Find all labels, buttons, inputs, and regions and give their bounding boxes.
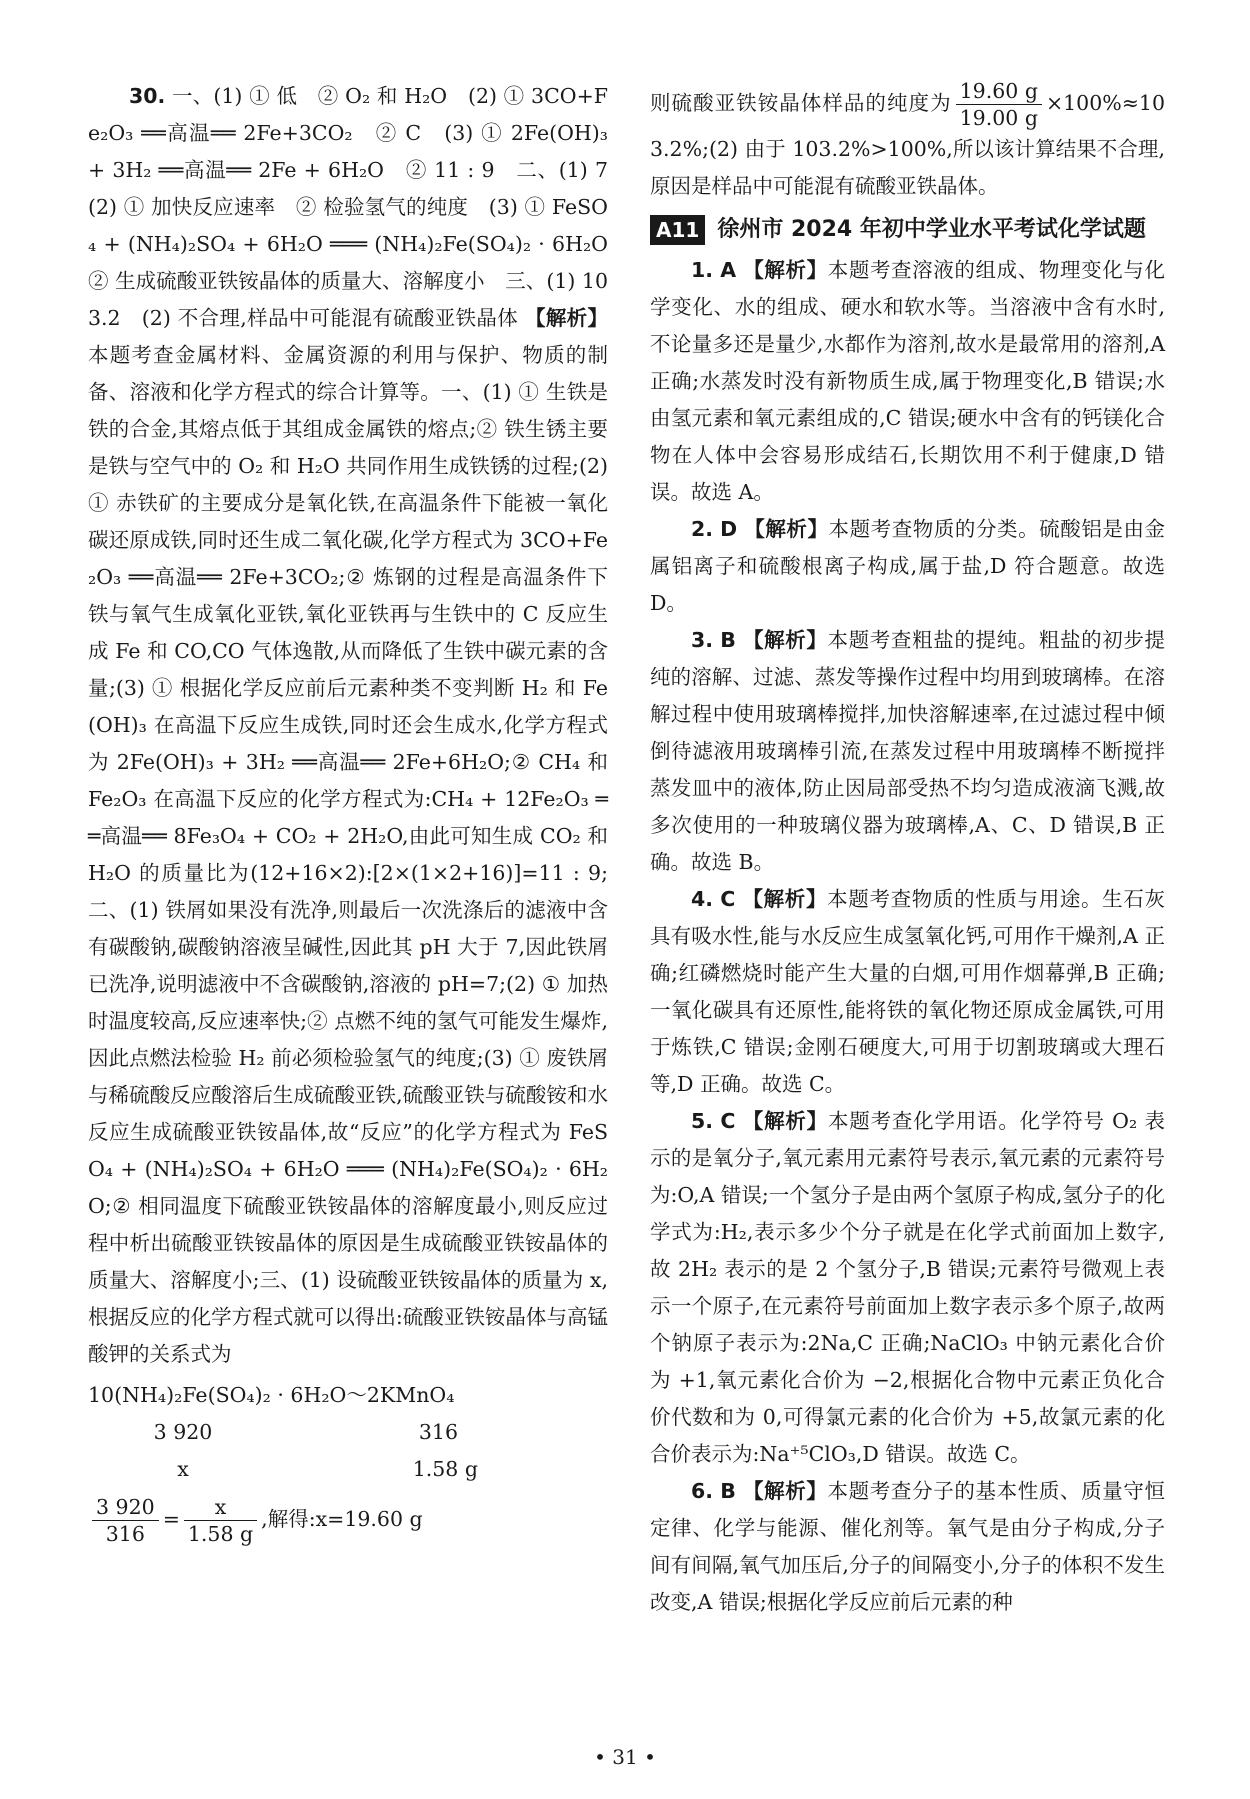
relation-equation: 10(NH₄)₂Fe(SO₄)₂ · 6H₂O～2KMnO₄ (88, 1383, 455, 1407)
question-1: 1. A 【解析】本题考查溶液的组成、物理变化与化学变化、水的组成、硬水和软水等。当溶液中含有水时,不论量多还是量少,水都作为溶剂,故水是最常用的溶剂,A 正确;水蒸发时没有新物质生成,属于物理变化,B 错误;水由氢元素和氧元素组成的,C 错误;硬水中含有的钙镁化合物在人体中会容易形成结石,长期饮用不利于健康,D 错误。故选 A。 (650, 258, 1165, 504)
relation-mass-right: 316 (418, 1420, 458, 1444)
section-title: 徐州市 2024 年初中学业水平考试化学试题 (717, 217, 1146, 242)
analysis-tag: 【解析】 (524, 306, 609, 330)
question-6: 6. B 【解析】本题考查分子的基本性质、质量守恒定律、化学与能源、催化剂等。氧气是由分子构成,分子间有间隔,氧气加压后,分子的间隔变小,分子的体积不发生改变,A 错误;根据化学反应前后元素的种 (650, 1479, 1165, 1614)
section-heading (650, 211, 1165, 248)
left-column (88, 78, 629, 1551)
relation-row-values (88, 1451, 608, 1488)
question-4: 4. C 【解析】本题考查物质的性质与用途。生石灰具有吸水性,能与水反应生成氢氧化钙,可用作干燥剂,A 正确;红磷燃烧时能产生大量的白烟,可用作烟幕弹,B 正确;一氧化碳具有还原性,能将铁的氧化物还原成金属铁,可用于炼铁,C 错误;金刚石硬度大,可用于切割玻璃或大理石等,D 正确。故选 C。 (650, 887, 1166, 1096)
ratio-fraction-left: $\frac{3 920}{316}$ (92, 1494, 159, 1547)
answer-text: 一、(1) ① 低 ② O₂ 和 H₂O (2) ① 3CO+Fe₂O₃ ══高温══ 2Fe+3CO₂ ② C (3) ① 2Fe(OH)₃ + 3H₂ ══高温══ 2Fe + 6H₂O ② 11 : 9 二、(1) 7 (2) ① 加快反应速率 ② 检验氢气的纯度 (3) ① FeSO₄ + (NH₄)₂SO₄ + 6H₂O ═══ (NH₄)₂Fe(SO₄)₂ · 6H₂O ② 生成硫酸亚铁铵晶体的质量大、溶解度小 三、(1) 103.2 (2) 不合理,样品中可能混有硫酸亚铁晶体 (88, 84, 629, 330)
relation-value-left: x (177, 1457, 189, 1481)
relation-block (88, 1377, 608, 1547)
question-5: 5. C 【解析】本题考查化学用语。化学符号 O₂ 表示的是氧分子,氧元素用元素符号表示,氧元素的元素符号为:O,A 错误;一个氢分子是由两个氢原子构成,氢分子的化学式为:H₂,表示多少个分子就是在化学式前面加上数字,故 2H₂ 表示的是 2 个氢分子,B 错误;元素符号微观上表示一个原子,在元素符号前面加上数字表示多个原子,故两个钠原子表示为:2Na,C 正确;NaClO₃ 中钠元素化合价为 +1,氧元素化合价为 −2,根据化合物中元素正负化合价代数和为 0,可得氯元素的化合价为 +5,故氯元素的化合价表示为:Na⁺⁵ClO₃,D 错误。故选 C。 (650, 1109, 1166, 1466)
question-3: 3. B 【解析】本题考查粗盐的提纯。粗盐的初步提纯的溶解、过滤、蒸发等操作过程中均用到玻璃棒。在溶解过程中使用玻璃棒搅拌,加快溶解速率,在过滤过程中倾倒待滤液用玻璃棒引流,在蒸发过程中用玻璃棒不断搅拌蒸发皿中的液体,防止因局部受热不均匀造成液滴飞溅,故多次使用的一种玻璃仪器为玻璃棒,A、C、D 错误,B 正确。故选 B。 (650, 628, 1165, 874)
relation-row-masses (88, 1414, 608, 1451)
q30-answer (88, 78, 629, 1373)
analysis-text: 本题考查金属材料、金属资源的利用与保护、物质的制备、溶液和化学方程式的综合计算等。一、(1) ① 生铁是铁的合金,其熔点低于其组成金属铁的熔点;② 铁生锈主要是铁与空气中的 O₂ 和 H₂O 共同作用生成铁锈的过程;(2) ① 赤铁矿的主要成分是氧化铁,在高温条件下能被一氧化碳还原成铁,同时还生成二氧化碳,化学方程式为 3CO+Fe₂O₃ ══高温══ 2Fe+3CO₂;② 炼钢的过程是高温条件下铁与氧气生成氧化亚铁,氧化亚铁再与生铁中的 C 反应生成 Fe 和 CO,CO 气体逸散,从而降低了生铁中碳元素的含量;(3) ① 根据化学反应前后元素种类不变判断 H₂ 和 Fe(OH)₃ 在高温下反应生成铁,同时还会生成水,化学方程式为 2Fe(OH)₃ + 3H₂ ══高温══ 2Fe+6H₂O;② CH₄ 和 Fe₂O₃ 在高温下反应的化学方程式为:CH₄ + 12Fe₂O₃ ══高温══ 8Fe₃O₄ + CO₂ + 2H₂O,由此可知生成 CO₂ 和 H₂O 的质量比为(12+16×2):[2×(1×2+16)]=11 : 9;二、(1) 铁屑如果没有洗净,则最后一次洗涤后的滤液中含有碳酸钠,碳酸钠溶液呈碱性,因此其 pH 大于 7,因此铁屑已洗净,说明滤液中不含碳酸钠,溶液的 pH=7;(2) ① 加热时温度较高,反应速率快;② 点燃不纯的氢气可能发生爆炸,因此点燃法检验 H₂ 前必须检验氢气的纯度;(3) ① 废铁屑与稀硫酸反应酸溶后生成硫酸亚铁,硫酸亚铁与硫酸铵和水反应生成硫酸亚铁铵晶体,故“反应”的化学方程式为 FeSO₄ + (NH₄)₂SO₄ + 6H₂O ═══ (NH₄)₂Fe(SO₄)₂ · 6H₂O;② 相同温度下硫酸亚铁铵晶体的溶解度最小,则反应过程中析出硫酸亚铁铵晶体的原因是生成硫酸亚铁铵晶体的质量大、溶解度小;三、(1) 设硫酸亚铁铵晶体的质量为 x,根据反应的化学方程式就可以得出:硫酸亚铁铵晶体与高锰酸钾的关系式为 (88, 343, 608, 1366)
section-badge: A11 (650, 215, 705, 245)
ratio-line: $\frac{3 920}{316}$ = $\frac{x}{1.58 g}$ ,解得:x=19.60 g (88, 1494, 608, 1547)
question-number: 30. (129, 84, 166, 108)
purity-fraction: $\frac{19.60 g}{19.00 g}$ (956, 78, 1042, 131)
relation-value-right: 1.58 g (412, 1457, 478, 1481)
right-column (650, 78, 1165, 1621)
page-number: • 31 • (594, 1745, 656, 1769)
relation-mass-left: 3 920 (153, 1420, 213, 1444)
ratio-result: ,解得:x=19.60 g (261, 1507, 423, 1531)
q30-continuation: 则硫酸亚铁铵晶体样品的纯度为 $\frac{19.60 g}{19.00 g}$ ×100%≈103.2%;(2) 由于 103.2%>100%,所以该计算结果不合理,原因是样品中可能混有硫酸亚铁晶体。 (650, 79, 1165, 198)
ratio-fraction-right: $\frac{x}{1.58 g}$ (184, 1494, 257, 1547)
question-2: 2. D 【解析】本题考查物质的分类。硫酸铝是由金属铝离子和硫酸根离子构成,属于盐,D 符合题意。故选 D。 (650, 517, 1166, 615)
